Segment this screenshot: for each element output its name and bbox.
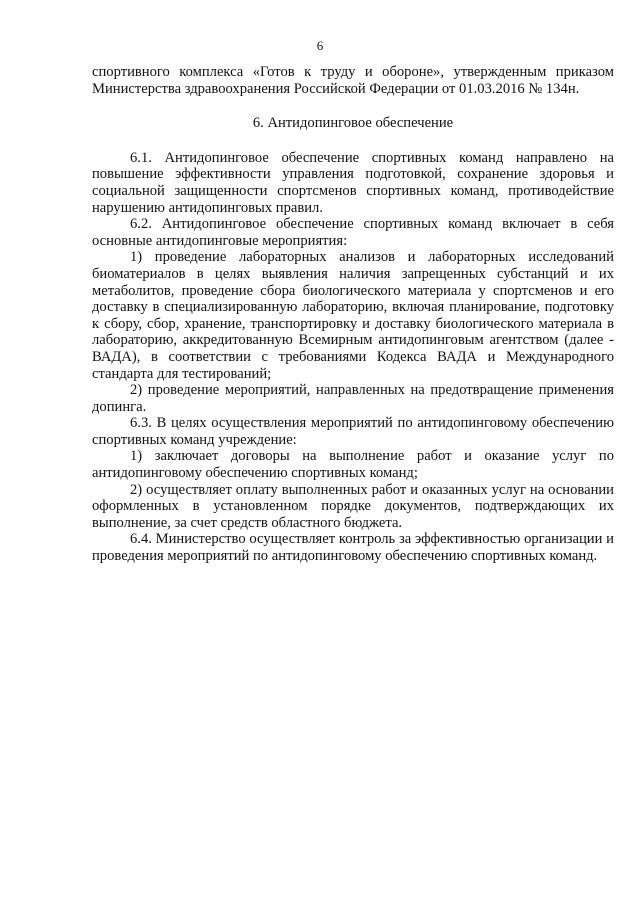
section-heading: 6. Антидопинговое обеспечение: [252, 115, 454, 132]
paragraph-6-4: 6.4. Министерство осуществляет контроль за эффективностью организации и проведения мероприятий по антидопинговому обеспечению спортивных команд.: [92, 531, 614, 565]
list-item-6-2-1: 1) проведение лабораторных анализов и лабораторных исследований биоматериалов в целях выявления наличия запрещенных субстанций и их метаболитов, проведение сбора биологического материала у спортсменов и его доставку в специализированную лабораторию, включая планирование, подготовку к сбору, сбор, хранение, транспортировку и доставку биологического материала в лабораторию, аккредитованную Всемирным антидопинговым агентством (далее - ВАДА), в соответствии с требованиями Кодекса ВАДА и Международного стандарта для тестирований;: [92, 249, 614, 382]
paragraph-6-1: 6.1. Антидопинговое обеспечение спортивных команд направлено на повышение эффективности управления подготовкой, сохранение здоровья и социальной защищенности спортсменов спортивных команд, противодействие нарушению антидопинговых правил.: [92, 149, 614, 216]
document-body: [92, 64, 614, 565]
intro-paragraph: спортивного комплекса «Готов к труду и обороне», утвержденным приказом Министерства здравоохранения Российской Федерации от 01.03.2016 № 134н.: [92, 64, 614, 97]
page-number: 6: [316, 38, 324, 53]
paragraph-6-3: 6.3. В целях осуществления мероприятий по антидопинговому обеспечению спортивных команд учреждение:: [92, 415, 614, 448]
list-item-6-3-2: 2) осуществляет оплату выполненных работ и оказанных услуг на основании оформленных в установленном порядке документов, подтверждающих их выполнение, за счет средств областного бюджета.: [92, 481, 614, 531]
list-item-6-3-1: 1) заключает договоры на выполнение работ и оказание услуг по антидопинговому обеспечению спортивных команд;: [92, 448, 614, 482]
paragraph-6-2: 6.2. Антидопинговое обеспечение спортивных команд включает в себя основные антидопинговые мероприятия:: [92, 216, 614, 249]
list-item-6-2-2: 2) проведение мероприятий, направленных на предотвращение применения допинга.: [92, 382, 614, 415]
